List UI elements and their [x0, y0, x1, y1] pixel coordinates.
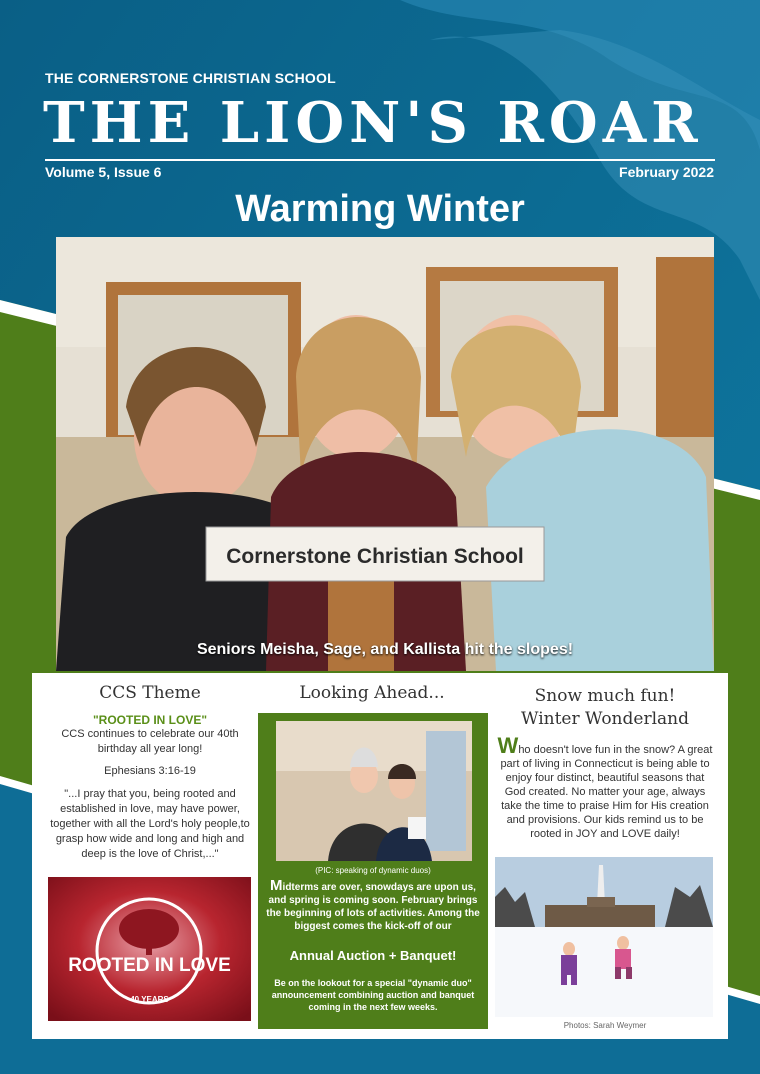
cover-photo [56, 237, 714, 671]
theme-subtitle: "ROOTED IN LOVE" [92, 713, 208, 727]
snow-column [494, 685, 716, 841]
issue-date: February 2022 [619, 164, 714, 180]
rooted-logo-years: 40 YEARS [130, 995, 169, 1004]
snow-body [494, 733, 716, 841]
rooted-logo-text: ROOTED IN LOVE [68, 955, 231, 976]
content-panel [32, 673, 728, 1039]
issue-volume: Volume 5, Issue 6 [45, 164, 162, 180]
looking-ahead-text: idterms are over, snowdays are upon us, and spring is coming soon. February brings the beginning of lots of activities. Among the biggest comes the kick-off of our [266, 882, 480, 932]
theme-column [48, 683, 252, 862]
headline: Warming Winter [235, 188, 525, 230]
looking-ahead-tail: Be on the lookout for a special "dynamic duo" announcement combining auction and banquet coming in the next few weeks. [271, 978, 475, 1012]
looking-ahead-body [266, 879, 480, 933]
theme-quote: "...I pray that you, being rooted and established in love, may have power, together with all the Lord's holy people,to grasp how wide and long and high and deep is the love of Christ,..." [50, 788, 250, 860]
looking-ahead-dropcap: M [270, 877, 283, 894]
looking-ahead-box [258, 713, 488, 1029]
snow-title-line2: Winter Wonderland [521, 709, 689, 729]
theme-intro: CCS continues to celebrate our 40th birthday all year long! [61, 728, 239, 755]
dynamic-duo-caption: (PIC: speaking of dynamic duos) [315, 866, 431, 875]
auction-announcement: Annual Auction + Banquet! [289, 948, 457, 963]
photo-caption: Seniors Meisha, Sage, and Kallista hit the slopes! [196, 641, 574, 658]
masthead-title: THE LION'S ROAR [43, 90, 703, 156]
theme-reference: Ephesians 3:16-19 [104, 765, 196, 777]
dynamic-duo-photo [276, 721, 472, 861]
rooted-in-love-logo [48, 877, 251, 1021]
snow-photo [495, 857, 713, 1017]
looking-ahead-title: Looking Ahead... [299, 683, 445, 703]
masthead-rule [45, 159, 715, 161]
photo-sign-text: Cornerstone Christian School [226, 545, 524, 568]
photo-credit: Photos: Sarah Weymer [563, 1021, 647, 1030]
snow-title-line1: Snow much fun! [534, 686, 676, 706]
snow-text: ho doesn't love fun in the snow? A great part of living in Connecticut is being able to enjoy four distinct, beautiful seasons that God created. No matter your age, always take the time to praise Him for His creation and provisions. Our kids remind us to be rooted in JOY and LOVE daily! [500, 744, 713, 840]
snow-dropcap: W [497, 733, 519, 758]
masthead-school: THE CORNERSTONE CHRISTIAN SCHOOL [45, 70, 336, 86]
theme-title: CCS Theme [99, 683, 201, 703]
